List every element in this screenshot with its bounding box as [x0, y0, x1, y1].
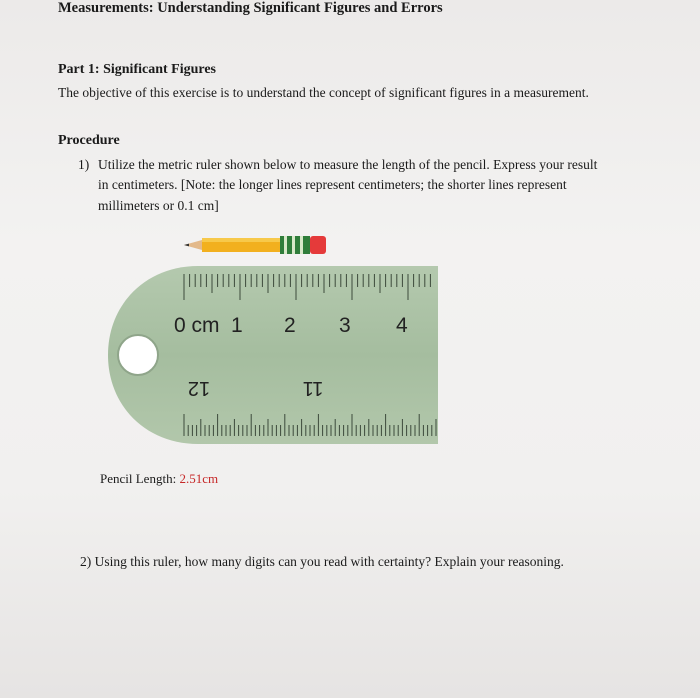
metric-ruler [108, 266, 438, 444]
document-title: Measurements: Understanding Significant Figures and Errors [58, 0, 443, 16]
ruler-bottom-label-12: 12 [187, 377, 211, 399]
procedure-heading: Procedure [58, 133, 120, 148]
ruler-label-1: 1 [231, 314, 243, 337]
pencil-highlight [202, 238, 280, 242]
objective-text: The objective of this exercise is to understand the concept of significant figures in a measurement. [58, 85, 589, 100]
pencil-length [100, 471, 218, 487]
question1-line-2: in centimeters. [Note: the longer lines represent centimeters; the shorter lines represent [98, 177, 567, 192]
pencil-length-value: 2.51cm [179, 471, 219, 486]
ruler-label-4: 4 [396, 314, 408, 337]
question2-text: 2) Using this ruler, how many digits can you read with certainty? Explain your reasoning. [80, 554, 564, 569]
question1-line-3: millimeters or 0.1 cm] [98, 198, 219, 213]
pencil-image [180, 228, 330, 258]
pencil-lead [184, 244, 189, 247]
ruler-bottom-label-11: 11 [302, 377, 324, 399]
pencil-length-label: Pencil Length: [100, 471, 180, 486]
ruler-label-2: 2 [284, 314, 296, 337]
ruler-hole [118, 335, 158, 375]
question1-number: 1) [78, 157, 90, 172]
part1-heading: Part 1: Significant Figures [58, 62, 217, 77]
pencil-eraser [310, 236, 326, 254]
question1-line-1: Utilize the metric ruler shown below to measure the length of the pencil. Express your result [98, 157, 598, 172]
ruler-label-0: 0 cm [174, 314, 220, 337]
ruler-label-3: 3 [339, 314, 351, 337]
